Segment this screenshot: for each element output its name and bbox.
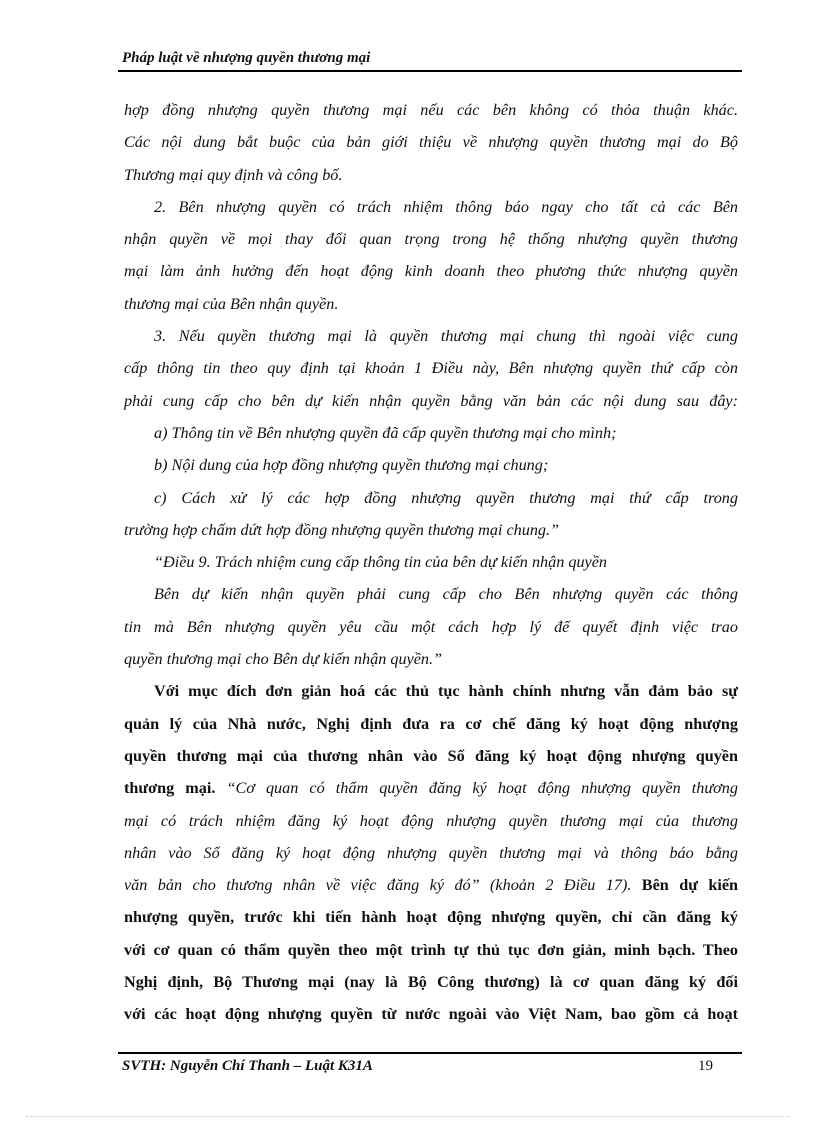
text-line: Các nội dung bắt buộc của bản giới thiệu về nhượng quyền thương mại do Bộ xyxy=(124,133,738,152)
text-line: quyền thương mại của thương nhân vào Sổ đăng ký hoạt động nhượng quyền xyxy=(124,746,738,765)
text-line: mại làm ảnh hưởng đến hoạt động kinh doanh theo phương thức nhượng quyền xyxy=(124,262,738,281)
footer-author: SVTH: Nguyễn Chí Thanh – Luật K31A xyxy=(122,1058,373,1074)
text-line-tail: Bên dự kiến xyxy=(631,876,739,895)
text-line: nhận quyền về mọi thay đổi quan trọng trong hệ thống nhượng quyền thương xyxy=(124,230,738,249)
text-line: với cơ quan có thẩm quyền theo một trình tự thủ tục đơn giản, minh bạch. Theo xyxy=(124,940,738,959)
text-line: 2. Bên nhượng quyền có trách nhiệm thông báo ngay cho tất cả các Bên xyxy=(154,197,738,216)
text-line: hợp đồng nhượng quyền thương mại nếu các bên không có thỏa thuận khác. xyxy=(124,101,738,119)
text-line: thương mại của Bên nhận quyền. xyxy=(124,294,339,313)
text-line: Nghị định, Bộ Thương mại (nay là Bộ Công thương) là cơ quan đăng ký đối xyxy=(124,973,738,992)
footer-rule xyxy=(118,1052,742,1054)
text-line: quản lý của Nhà nước, Nghị định đưa ra cơ chế đăng ký hoạt động nhượng xyxy=(124,714,738,733)
text-line: phải cung cấp cho bên dự kiến nhận quyền bằng văn bản các nội dung sau đây: xyxy=(124,391,738,410)
text-line: quyền thương mại cho Bên dự kiến nhận quyền.” xyxy=(124,650,443,669)
text-line: tin mà Bên nhượng quyền yêu cầu một cách hợp lý để quyết định việc trao xyxy=(124,617,738,636)
text-line: a) Thông tin về Bên nhượng quyền đã cấp quyền thương mại cho mình; xyxy=(154,423,617,442)
text-line: Với mục đích đơn giản hoá các thủ tục hành chính nhưng vẫn đảm bảo sự xyxy=(154,682,738,701)
text-line: Thương mại quy định và công bố. xyxy=(124,165,343,184)
text-line: Bên dự kiến nhận quyền phải cung cấp cho Bên nhượng quyền các thông xyxy=(154,585,738,604)
text-line: trường hợp chấm dứt hợp đồng nhượng quyền thương mại chung.” xyxy=(124,520,560,539)
page-number: 19 xyxy=(698,1058,713,1074)
text-line-tail: “Cơ quan có thẩm quyền đăng ký hoạt động nhượng quyền thương xyxy=(215,779,738,798)
header-rule xyxy=(118,70,742,72)
text-line: b) Nội dung của hợp đồng nhượng quyền thương mại chung; xyxy=(154,456,549,475)
text-line: cấp thông tin theo quy định tại khoản 1 Điều này, Bên nhượng quyền thứ cấp còn xyxy=(124,359,738,378)
text-line xyxy=(124,772,738,804)
text-line: 3. Nếu quyền thương mại là quyền thương mại chung thì ngoài việc cung xyxy=(154,327,738,346)
text-line: với các hoạt động nhượng quyền từ nước ngoài vào Việt Nam, bao gồm cả hoạt xyxy=(124,1005,738,1024)
running-header-title: Pháp luật về nhượng quyền thương mại xyxy=(122,50,371,66)
text-line: mại có trách nhiệm đăng ký hoạt động nhượng quyền thương mại của thương xyxy=(124,811,738,830)
text-line-lead: thương mại. xyxy=(124,779,216,798)
text-line xyxy=(124,869,738,901)
text-line: nhân vào Sổ đăng ký hoạt động nhượng quyền thương mại và thông báo bằng xyxy=(124,843,738,862)
page-edge-divider xyxy=(26,1116,790,1117)
body-text xyxy=(124,94,738,1031)
text-line: nhượng quyền, trước khi tiến hành hoạt động nhượng quyền, chỉ cần đăng ký xyxy=(124,908,738,927)
text-line: “Điều 9. Trách nhiệm cung cấp thông tin của bên dự kiến nhận quyền xyxy=(154,553,608,572)
text-line-lead: văn bản cho thương nhân về việc đăng ký đó” (khoản 2 Điều 17). xyxy=(124,876,632,895)
text-line: c) Cách xử lý các hợp đồng nhượng quyền thương mại thứ cấp trong xyxy=(154,488,738,507)
